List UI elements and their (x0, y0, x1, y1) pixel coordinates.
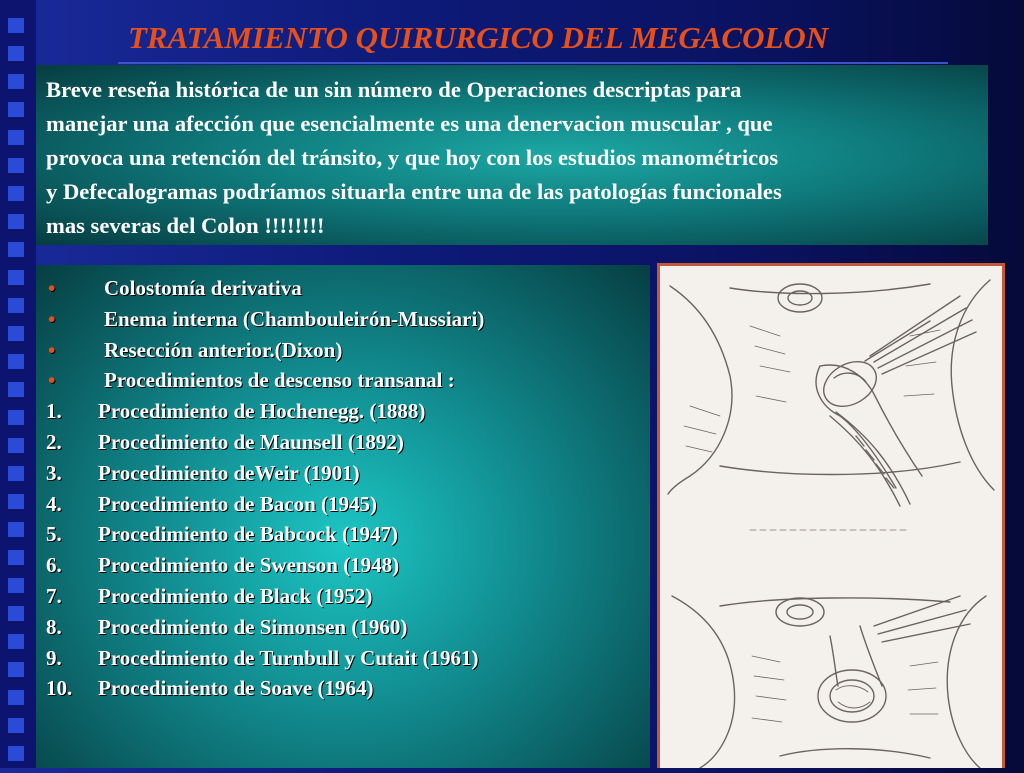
decor-square (8, 130, 24, 145)
number-marker: 1. (46, 399, 62, 424)
summary-line: Breve reseña histórica de un sin número de Operaciones descriptas para (46, 77, 742, 102)
bullet-marker: • (48, 337, 56, 362)
surgical-illustration (660, 266, 1002, 768)
decor-square (8, 662, 24, 677)
decor-square (8, 550, 24, 565)
bullet-marker: • (48, 368, 56, 393)
number-marker: 8. (46, 614, 62, 639)
number-marker: 5. (46, 522, 62, 547)
decor-square (8, 410, 24, 425)
decor-square (8, 242, 24, 257)
bullet-item (46, 273, 650, 304)
procedure-text: Procedimiento de Hochenegg. (1888) (98, 399, 426, 424)
decorative-left-strip (0, 0, 36, 768)
summary-line: provoca una retención del tránsito, y que hoy con los estudios manométricos (46, 145, 779, 170)
numbered-item (46, 519, 650, 550)
numbered-item (46, 458, 650, 489)
number-marker: 6. (46, 553, 62, 578)
procedures-panel (36, 265, 650, 768)
number-marker: 10. (46, 676, 73, 701)
bullet-text: Colostomía derivativa (104, 276, 302, 300)
decor-square (8, 718, 24, 733)
decor-square (8, 46, 24, 61)
numbered-item (46, 396, 650, 427)
summary-panel (36, 65, 988, 245)
procedure-text: Procedimiento de Soave (1964) (98, 676, 374, 701)
decor-square (8, 522, 24, 537)
numbered-item (46, 489, 650, 520)
number-marker: 7. (46, 583, 62, 608)
decor-square (8, 466, 24, 481)
decor-square (8, 634, 24, 649)
bullet-marker: • (48, 306, 56, 331)
bullet-item (46, 365, 650, 396)
decor-square (8, 326, 24, 341)
decor-square (8, 102, 24, 117)
procedure-text: Procedimiento de Black (1952) (98, 583, 373, 608)
bullet-text: Procedimientos de descenso transanal : (104, 368, 455, 393)
decor-square (8, 18, 24, 33)
decor-square (8, 298, 24, 313)
bullet-text: Enema interna (Chambouleirón-Mussiari) (104, 306, 485, 331)
numbered-item (46, 581, 650, 612)
procedure-text: Procedimiento de Babcock (1947) (98, 522, 398, 547)
summary-line: y Defecalogramas podríamos situarla entre una de las patologías funcionales (46, 179, 782, 204)
numbered-item (46, 550, 650, 581)
numbered-item (46, 643, 650, 674)
procedure-text: Procedimiento deWeir (1901) (98, 460, 360, 485)
surgical-drawing-icon (660, 266, 1002, 768)
decor-square (8, 382, 24, 397)
decor-square (8, 186, 24, 201)
decor-square (8, 354, 24, 369)
title-divider (118, 62, 948, 64)
summary-line: manejar una afección que esencialmente es una denervacion muscular , que (46, 111, 773, 136)
decor-square (8, 438, 24, 453)
procedure-text: Procedimiento de Turnbull y Cutait (1961) (98, 645, 479, 670)
bullet-item (46, 304, 650, 335)
slide-title: TRATAMIENTO QUIRURGICO DEL MEGACOLON (128, 20, 829, 55)
number-marker: 9. (46, 645, 62, 670)
bullet-text: Resección anterior.(Dixon) (104, 337, 343, 362)
decor-square (8, 494, 24, 509)
decor-square (8, 74, 24, 89)
number-marker: 3. (46, 460, 62, 485)
number-marker: 2. (46, 429, 62, 454)
numbered-item (46, 673, 650, 704)
decor-square (8, 270, 24, 285)
procedure-text: Procedimiento de Simonsen (1960) (98, 614, 408, 639)
bullet-item (46, 335, 650, 366)
numbered-item (46, 612, 650, 643)
numbered-item (46, 427, 650, 458)
summary-line: mas severas del Colon !!!!!!!! (46, 213, 325, 238)
decor-square (8, 214, 24, 229)
bullet-marker: • (48, 276, 56, 300)
procedure-text: Procedimiento de Bacon (1945) (98, 491, 377, 516)
decor-square (8, 158, 24, 173)
number-marker: 4. (46, 491, 62, 516)
decor-square (8, 578, 24, 593)
decor-square (8, 606, 24, 621)
decor-square (8, 690, 24, 705)
procedure-text: Procedimiento de Maunsell (1892) (98, 429, 404, 454)
decor-square (8, 746, 24, 761)
procedure-text: Procedimiento de Swenson (1948) (98, 553, 400, 578)
